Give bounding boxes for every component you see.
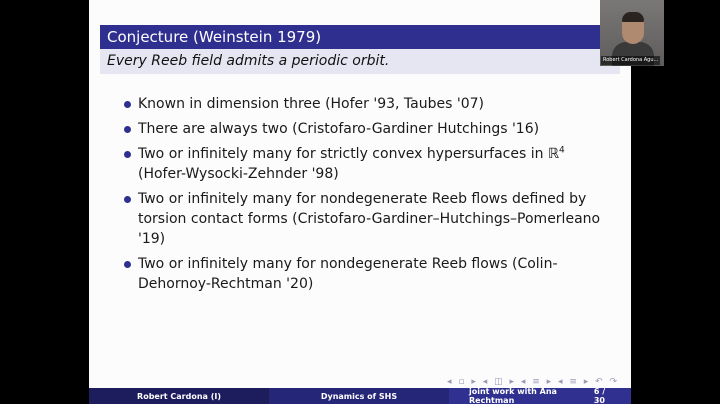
footer-right-segment	[449, 388, 631, 404]
left-letterbox	[0, 0, 89, 404]
footer-title-segment	[269, 388, 449, 404]
presentation-slide	[89, 0, 631, 404]
bullet-item	[124, 254, 614, 294]
footer-title: Dynamics of SHS	[320, 391, 398, 401]
bullet-list	[124, 94, 614, 299]
participant-name-label: Robert Cardona Agu...	[603, 57, 659, 63]
bullet-superscript: 4	[559, 145, 565, 156]
bullet-text: Known in dimension three (Hofer '93, Taubes '07)	[138, 96, 484, 112]
bullet-text: There are always two (Cristofaro-Gardiner Hutchings '16)	[138, 121, 540, 137]
bullet-icon	[124, 261, 131, 268]
bullet-item	[124, 144, 614, 184]
page-number: 6 / 30	[593, 387, 606, 404]
bullet-item	[124, 119, 614, 139]
slide-footer	[89, 388, 631, 404]
footer-note: joint work with Ana Rechtman	[469, 387, 557, 404]
bullet-text: Two or infinitely many for strictly convex hypersurfaces in ℝ	[138, 146, 560, 162]
bullet-text-continuation: (Hofer-Wysocki-Zehnder '98)	[138, 166, 339, 182]
footer-author-segment	[89, 388, 269, 404]
bullet-item	[124, 94, 614, 114]
webcam-video-thumbnail[interactable]	[600, 0, 664, 66]
beamer-navigation-icons[interactable]: ◂ ▫ ▸ ◂ ◫ ▸ ◂ ≡ ▸ ◂ ≡ ▸ ↶ ↷	[447, 377, 620, 387]
conjecture-block-body: Every Reeb field admits a periodic orbit.	[100, 49, 620, 74]
bullet-icon	[124, 151, 131, 158]
bullet-icon	[124, 196, 131, 203]
conjecture-block-title: Conjecture (Weinstein 1979)	[100, 25, 620, 49]
bullet-text: Two or infinitely many for nondegenerate Reeb flows defined by torsion contact forms (Cristofaro-Gardiner–Hutchings–Pomerleano '19)	[138, 191, 601, 247]
bullet-text: Two or infinitely many for nondegenerate Reeb flows (Colin-Dehornoy-Rechtman '20)	[138, 256, 558, 292]
bullet-icon	[124, 101, 131, 108]
bullet-icon	[124, 126, 131, 133]
presenter-hair	[622, 12, 644, 22]
footer-author: Robert Cardona (I)	[137, 391, 221, 401]
bullet-item	[124, 189, 614, 249]
